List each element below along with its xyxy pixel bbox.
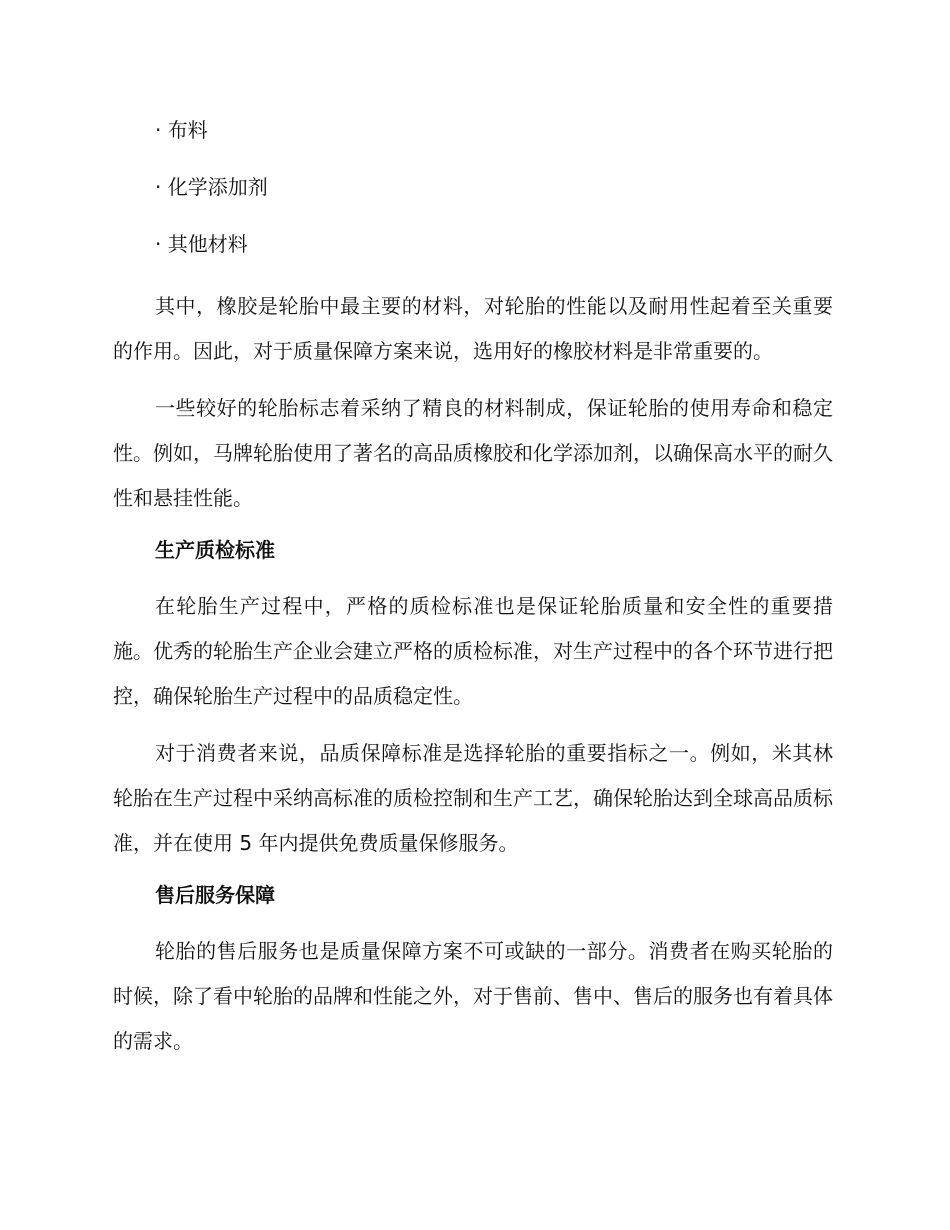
section-heading-production-qc: 生产质检标准: [155, 538, 275, 562]
paragraph-qc-standards: 在轮胎生产过程中，严格的质检标准也是保证轮胎质量和安全性的重要措施。优秀的轮胎生产企业会建立严格的质检标准，对生产过程中的各个环节进行把控，确保轮胎生产过程中的品质稳定性。: [113, 594, 833, 708]
bullet-item-fabric: · 布料: [155, 118, 208, 142]
paragraph-quality-materials: 一些较好的轮胎标志着采纳了精良的材料制成，保证轮胎的使用寿命和稳定性。例如，马牌轮胎使用了著名的高品质橡胶和化学添加剂，以确保高水平的耐久性和悬挂性能。: [113, 396, 833, 510]
paragraph-rubber-importance: 其中，橡胶是轮胎中最主要的材料，对轮胎的性能以及耐用性起着至关重要的作用。因此，对于质量保障方案来说，选用好的橡胶材料是非常重要的。: [113, 294, 833, 363]
bullet-item-other-materials: · 其他材料: [155, 232, 248, 256]
document-body: [113, 113, 833, 1076]
paragraph-after-sales-service: 轮胎的售后服务也是质量保障方案不可或缺的一部分。消费者在购买轮胎的时候，除了看中轮胎的品牌和性能之外，对于售前、售中、售后的服务也有着具体的需求。: [113, 939, 833, 1053]
paragraph-consumer-quality: 对于消费者来说，品质保障标准是选择轮胎的重要指标之一。例如，米其林轮胎在生产过程中采纳高标准的质检控制和生产工艺，确保轮胎达到全球高品质标准，并在使用 5 年内提供免费质量保修服务。: [113, 741, 833, 855]
bullet-item-chemical-additives: · 化学添加剂: [155, 175, 268, 199]
section-heading-after-sales: 售后服务保障: [155, 883, 275, 907]
